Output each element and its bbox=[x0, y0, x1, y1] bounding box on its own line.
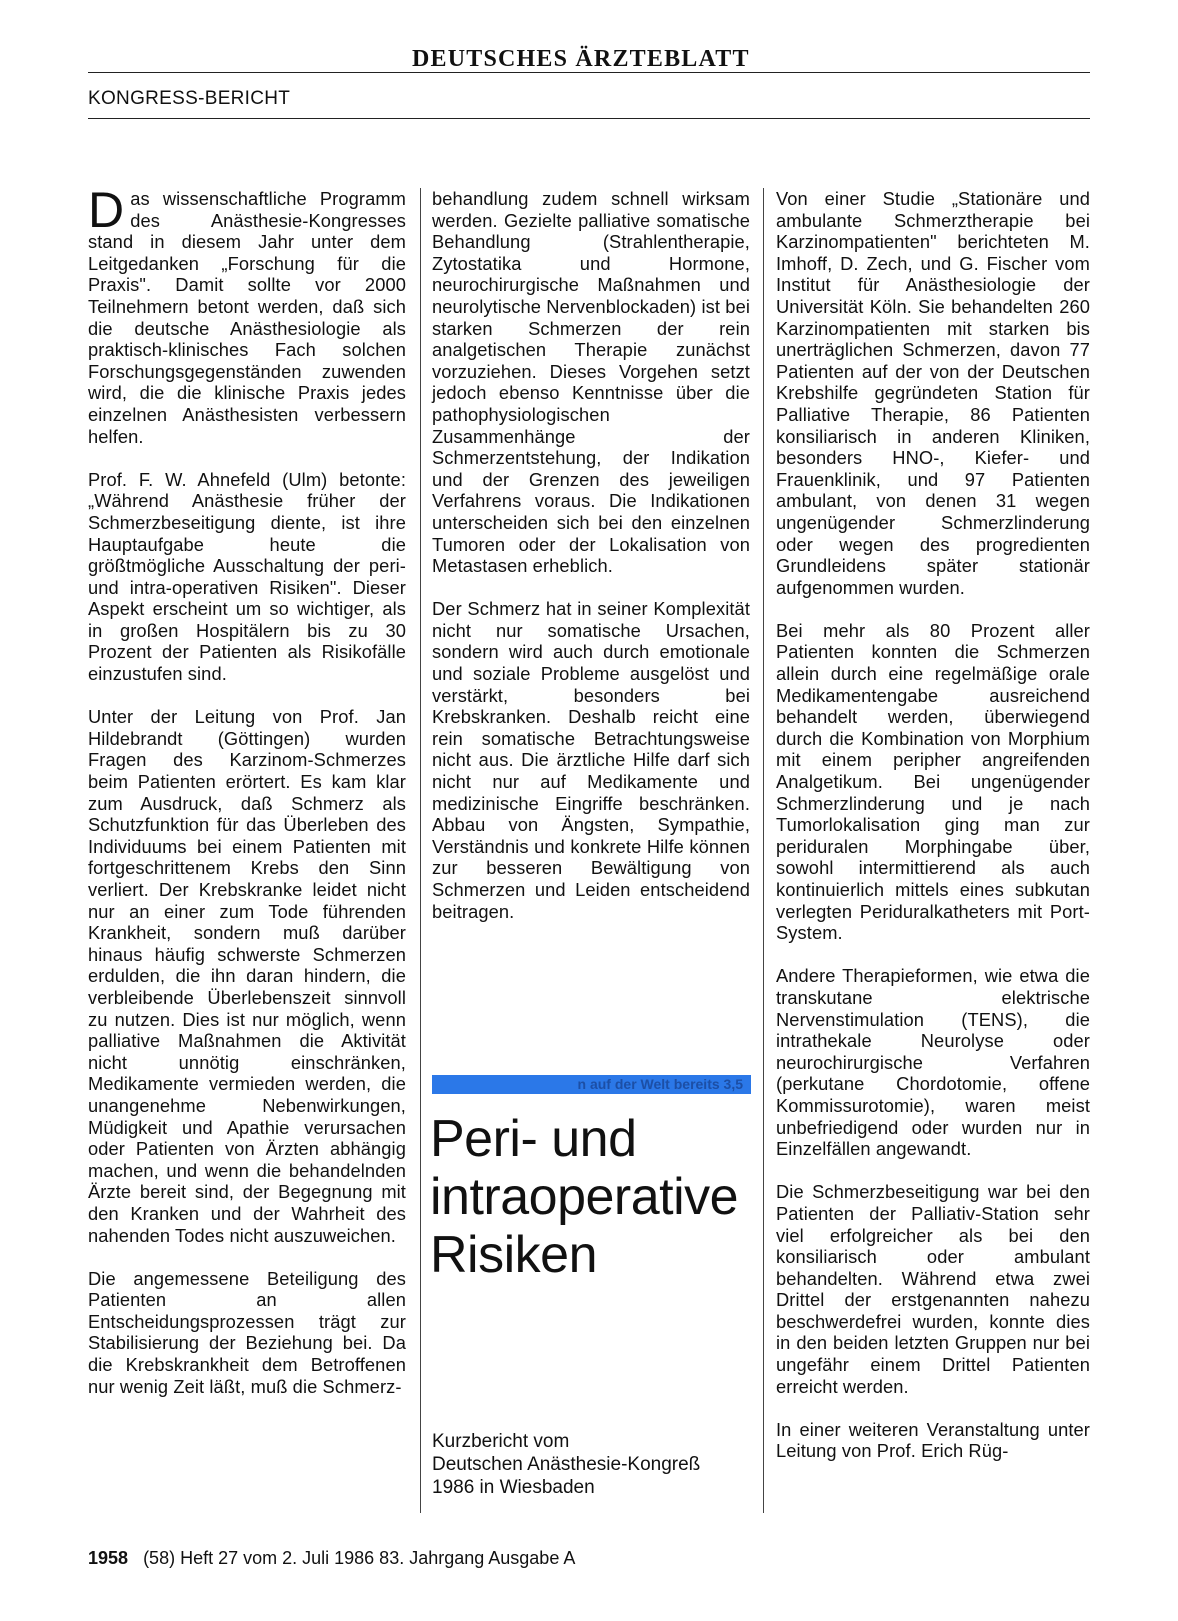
subhead-line: 1986 in Wiesbaden bbox=[432, 1477, 595, 1498]
headline-line: Peri- und bbox=[430, 1110, 637, 1168]
subhead-line: Kurzbericht vom bbox=[432, 1431, 570, 1452]
paragraph: Unter der Leitung von Prof. Jan Hildebrandt (Göttingen) wurden Fragen des Karzinom-Schmerzes beim Patienten erörtert. Es kam klar zum Ausdruck, daß Schmerz als Schutzfunktion für das Überleben des Individuums bei einem Patienten mit fortgeschrittenem Krebs den Sinn verliert. Der Krebskranke leidet nicht nur an einer zum Tode führenden Krankheit, sondern muß darüber hinaus häufig schwerste Schmerzen erdulden, die ihn daran hindern, die verbleibende Überlebenszeit sinnvoll zu nutzen. Dies ist nur möglich, wenn palliative Maßnahmen die Aktivität nicht unnötig einschränken, Medikamente vermieden werden, die unangenehme Nebenwirkungen, Müdigkeit und Apathie verursachen oder Patienten von Ärzten abhängig machen, und wenn die behandelnden Ärzte bereit sind, der Begegnung mit den Kranken und der Wahrheit des nahenden Todes nicht auszuweichen. bbox=[88, 706, 406, 1246]
article-subheading bbox=[432, 1430, 752, 1499]
paragraph: behandlung zudem schnell wirksam werden. Gezielte palliative somatische Behandlung (Strahlentherapie, Zytostatika und Hormone, neurochirurgische Maßnahmen und neurolytische Nervenblockaden) ist bei starken Schmerzen der rein analgetischen Therapie zunächst vorzuziehen. Dieses Vorgehen setzt jedoch ebenso Kenntnisse über die pathophysiologischen Zusammenhänge der Schmerzentstehung, der Indikation und der Grenzen des jeweiligen Verfahrens voraus. Die Indikationen unterscheiden sich bei den einzelnen Tumoren oder der Lokalisation von Metastasen erheblich. bbox=[432, 188, 750, 577]
article-column-left bbox=[88, 182, 406, 1397]
headline-line: intraoperative bbox=[430, 1168, 739, 1226]
paragraph: Prof. F. W. Ahnefeld (Ulm) betonte: „Während Anästhesie früher der Schmerzbeseitigung diente, ist ihre Hauptaufgabe heute die größtmögliche Ausschaltung der peri- und intra-operativen Risiken". Dieser Aspekt erscheint um so wichtiger, als in großen Hospitälern bis zu 30 Prozent der Patienten als Risikofälle einzustufen sind. bbox=[88, 468, 406, 685]
blue-banner-strip: n auf der Welt bereits 3,5 bbox=[432, 1075, 751, 1094]
paragraph: Von einer Studie „Stationäre und ambulante Schmerztherapie bei Karzinompatienten" berichteten M. Imhoff, D. Zech, und G. Fischer vom Institut für Anästhesiologie der Universität Köln. Sie behandelten 260 Karzinompatienten mit starken bis unerträglichen Schmerzen, davon 77 Patienten auf der von der Deutschen Krebshilfe gegründeten Station für Palliative Therapie, 86 Patienten konsiliarisch in anderen Kliniken, besonders HNO-, Kiefer- und Frauenklinik, und 97 Patienten ambulant, von denen 31 wegen ungenügender Schmerzlinderung oder wegen des progredienten Grundleidens später stationär aufgenommen wurden. bbox=[776, 188, 1090, 598]
paragraph bbox=[88, 182, 406, 447]
column-divider-left bbox=[420, 188, 421, 1513]
article-column-middle bbox=[432, 188, 750, 922]
headline-line: Risiken bbox=[430, 1226, 597, 1284]
article-column-right bbox=[776, 188, 1090, 1462]
paragraph: Bei mehr als 80 Prozent aller Patienten konnten die Schmerzen allein durch eine regelmäßige orale Medikamentengabe ausreichend behandelt werden, überwiegend durch die Kombination von Morphium mit einem peripher angreifenden Analgetikum. Bei ungenügender Schmerzlinderung und je nach Tumorlokalisation ging man zur periduralen Morphingabe über, sowohl intermittierend als auch kontinuierlich mittels eines subkutan verlegten Periduralkatheters mit Port-System. bbox=[776, 619, 1090, 944]
section-rule bbox=[88, 118, 1090, 119]
column-divider-right bbox=[763, 188, 764, 1513]
section-label: KONGRESS-BERICHT bbox=[88, 88, 291, 109]
paragraph: Andere Therapieformen, wie etwa die transkutane elektrische Nervenstimulation (TENS), die intrathekale Neurolyse oder neurochirurgische Verfahren (perkutane Chordotomie, offene Kommissurotomie), waren meist unbefriedigend oder wurden nur in Einzelfällen angewandt. bbox=[776, 965, 1090, 1160]
paragraph: Die angemessene Beteiligung des Patienten an allen Entscheidungsprozessen trägt zur Stabilisierung der Beziehung bei. Da die Krebskrankheit dem Betroffenen nur wenig Zeit läßt, muß die Schmerz- bbox=[88, 1267, 406, 1397]
issue-info: (58) Heft 27 vom 2. Juli 1986 83. Jahrgang Ausgabe A bbox=[143, 1548, 576, 1568]
paragraph-text: as wissenschaftliche Programm des Anästhesie-Kongresses stand in diesem Jahr unter dem Leitgedanken „Forschung für die Praxis". Damit sollte vor 2000 Teilnehmern betont werden, daß sich die deutsche Anästhesiologie als praktisch-klinisches Fach solchen Forschungsgegenständen zuwenden wird, die die klinische Praxis jedes einzelnen Anästhesisten verbessern helfen. bbox=[88, 188, 406, 447]
masthead-rule bbox=[88, 72, 1090, 73]
paragraph: Die Schmerzbeseitigung war bei den Patienten der Palliativ-Station sehr viel erfolgreicher als bei den konsiliarisch oder ambulant behandelten. Während etwa zwei Drittel der erstgenannten nahezu beschwerdefrei wurden, konnte dies in den beiden letzten Gruppen nur bei ungefähr einem Drittel Patienten erreicht werden. bbox=[776, 1181, 1090, 1397]
page-footer bbox=[88, 1548, 575, 1569]
paragraph: In einer weiteren Veranstaltung unter Leitung von Prof. Erich Rüg- bbox=[776, 1418, 1090, 1462]
article-headline bbox=[430, 1110, 738, 1284]
paragraph: Der Schmerz hat in seiner Komplexität nicht nur somatische Ursachen, sondern wird auch durch emotionale und soziale Probleme ausgelöst und verstärkt, besonders bei Krebskranken. Deshalb reicht eine rein somatische Betrachtungsweise nicht aus. Die ärztliche Hilfe darf sich nicht nur auf Medikamente und medizinische Eingriffe beschränken. Abbau von Ängsten, Sympathie, Verständnis und konkrete Hilfe können zur besseren Bewältigung von Schmerzen und Leiden entscheidend beitragen. bbox=[432, 598, 750, 922]
subhead-line: Deutschen Anästhesie-Kongreß bbox=[432, 1454, 701, 1475]
masthead-title: DEUTSCHES ÄRZTEBLATT bbox=[412, 46, 750, 72]
dropcap-letter: D bbox=[88, 182, 125, 238]
page-number: 1958 bbox=[88, 1548, 129, 1568]
